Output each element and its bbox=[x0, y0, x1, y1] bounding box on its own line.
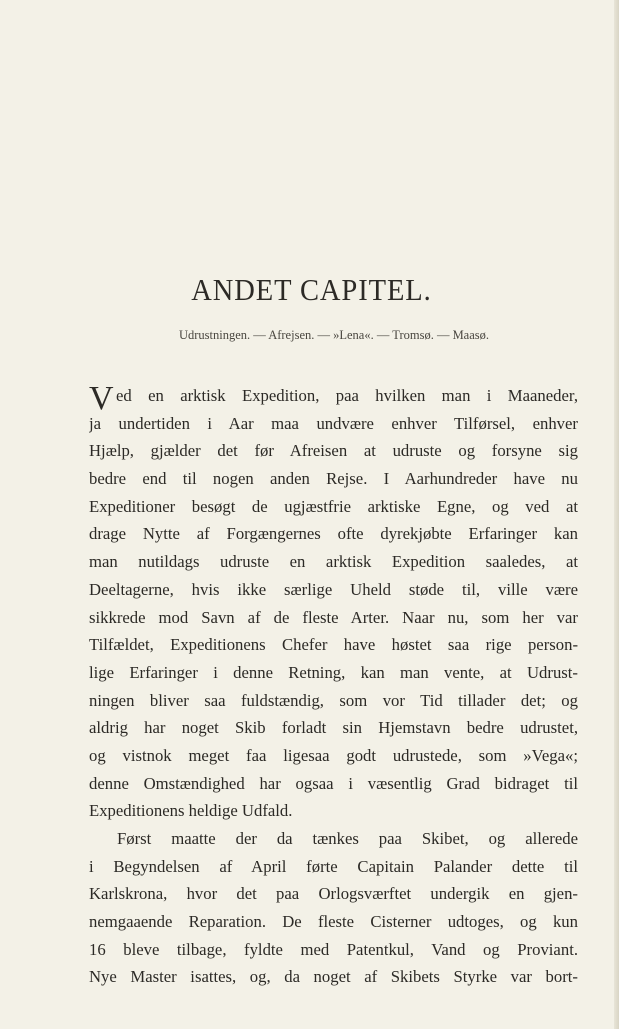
text-line: lige Erfaringer i denne Retning, kan man vente, at Udrust- bbox=[89, 662, 578, 682]
text-line: bedre end til nogen anden Rejse. I Aarhundreder have nu bbox=[89, 469, 578, 489]
text-line: Expeditionens heldige Udfald. bbox=[89, 801, 293, 821]
text-line-content: ed en arktisk Expedition, paa hvilken man i Maaneder, bbox=[116, 386, 578, 405]
text-line: nemgaaende Reparation. De fleste Cisterner udtoges, og kun bbox=[89, 912, 578, 932]
drop-cap: V bbox=[89, 382, 114, 410]
text-line: ja undertiden i Aar maa undvære enhver Tilførsel, enhver bbox=[89, 413, 578, 433]
text-line: denne Omstændighed har ogsaa i væsentlig Grad bidraget til bbox=[89, 773, 578, 793]
chapter-summary: Udrustningen. — Afrejsen. — »Lena«. — Tromsø. — Maasø. bbox=[178, 328, 490, 342]
chapter-title: ANDET CAPITEL. bbox=[191, 272, 432, 307]
text-line: i Begyndelsen af April førte Capitain Palander dette til bbox=[89, 856, 578, 876]
text-line: 16 bleve tilbage, fyldte med Patentkul, Vand og Proviant. bbox=[89, 939, 578, 959]
text-line: og vistnok meget faa ligesaa godt udrustede, som »Vega«; bbox=[89, 745, 578, 765]
text-line: ningen bliver saa fuldstændig, som vor Tid tillader det; og bbox=[89, 690, 578, 710]
text-line bbox=[89, 382, 578, 410]
text-line: sikkrede mod Savn af de fleste Arter. Naar nu, som her var bbox=[89, 607, 578, 627]
text-line: Tilfældet, Expeditionens Chefer have høstet saa rige person- bbox=[89, 635, 578, 655]
text-line: Hjælp, gjælder det før Afreisen at udruste og forsyne sig bbox=[89, 441, 578, 461]
text-line: drage Nytte af Forgængernes ofte dyrekjøbte Erfaringer kan bbox=[89, 524, 578, 544]
text-line: Nye Master isattes, og, da noget af Skibets Styrke var bort- bbox=[89, 967, 578, 987]
page-edge bbox=[614, 0, 619, 1029]
body-text bbox=[89, 382, 578, 991]
text-line: Expeditioner besøgt de ugjæstfrie arktiske Egne, og ved at bbox=[89, 496, 578, 516]
text-line: aldrig har noget Skib forladt sin Hjemstavn bedre udrustet, bbox=[89, 718, 578, 738]
text-line: Først maatte der da tænkes paa Skibet, og allerede bbox=[117, 829, 578, 848]
text-line: man nutildags udruste en arktisk Expedition saaledes, at bbox=[89, 552, 578, 572]
text-line: Karlskrona, hvor det paa Orlogsværftet undergik en gjen- bbox=[89, 884, 578, 904]
text-line: Deeltagerne, hvis ikke særlige Uheld støde til, ville være bbox=[89, 579, 578, 599]
